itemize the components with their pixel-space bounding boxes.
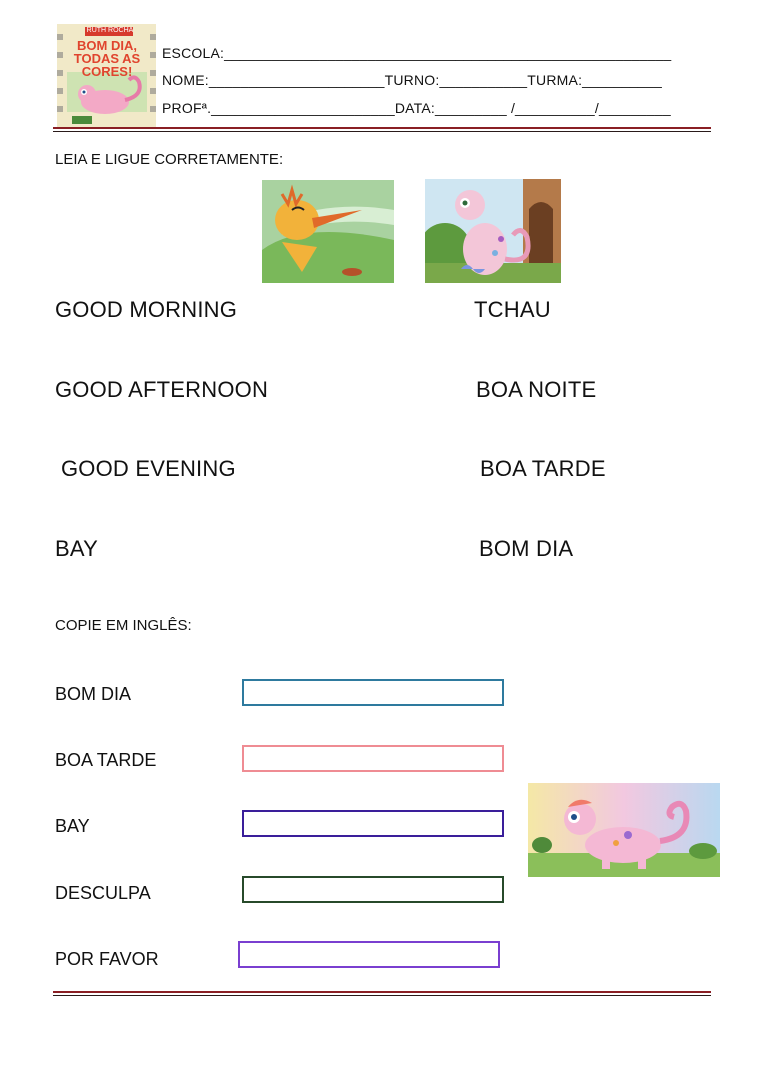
right-term-2: BOA NOITE [476,377,597,402]
instruction-leia-ligue: LEIA E LIGUE CORRETAMENTE: [55,151,284,168]
left-term-4: BAY [55,536,98,561]
bird-illustration [262,180,394,283]
book-cover-image [57,24,156,127]
answer-box-5[interactable] [238,941,500,968]
instruction-copie: COPIE EM INGLÊS: [55,617,192,634]
chameleon-illustration [425,179,561,283]
footer-divider-thin [53,995,711,996]
escola-field: ESCOLA:________________________________________________________ [162,45,672,61]
left-term-2: GOOD AFTERNOON [55,377,269,402]
chameleon-landscape-illustration [528,783,720,877]
copy-item-4: DESCULPA [55,883,151,903]
cover-title-line2: TODAS AS [73,51,141,66]
answer-box-2[interactable] [242,745,504,772]
left-term-1: GOOD MORNING [55,297,238,322]
header-divider [53,127,711,129]
prof-data-field: PROFª._______________________DATA:_________ /__________/_________ [162,100,671,116]
copy-item-5: POR FAVOR [55,949,159,969]
answer-box-4[interactable] [242,876,504,903]
footer-divider [53,991,711,993]
right-term-4: BOM DIA [479,536,574,561]
left-term-3: GOOD EVENING [61,456,236,481]
right-term-3: BOA TARDE [480,456,606,481]
cover-title-line3: CORES! [81,64,133,79]
cover-title-line1: BOM DIA, [77,38,137,53]
header-divider-thin [53,131,711,132]
copy-item-2: BOA TARDE [55,750,157,770]
nome-turno-turma-field: NOME:______________________TURNO:___________TURMA:__________ [162,72,663,88]
copy-item-1: BOM DIA [55,684,132,704]
answer-box-1[interactable] [242,679,504,706]
answer-box-3[interactable] [242,810,504,837]
cover-author: RUTH ROCHA [86,27,134,34]
right-term-1: TCHAU [474,297,551,322]
copy-item-3: BAY [55,816,90,836]
